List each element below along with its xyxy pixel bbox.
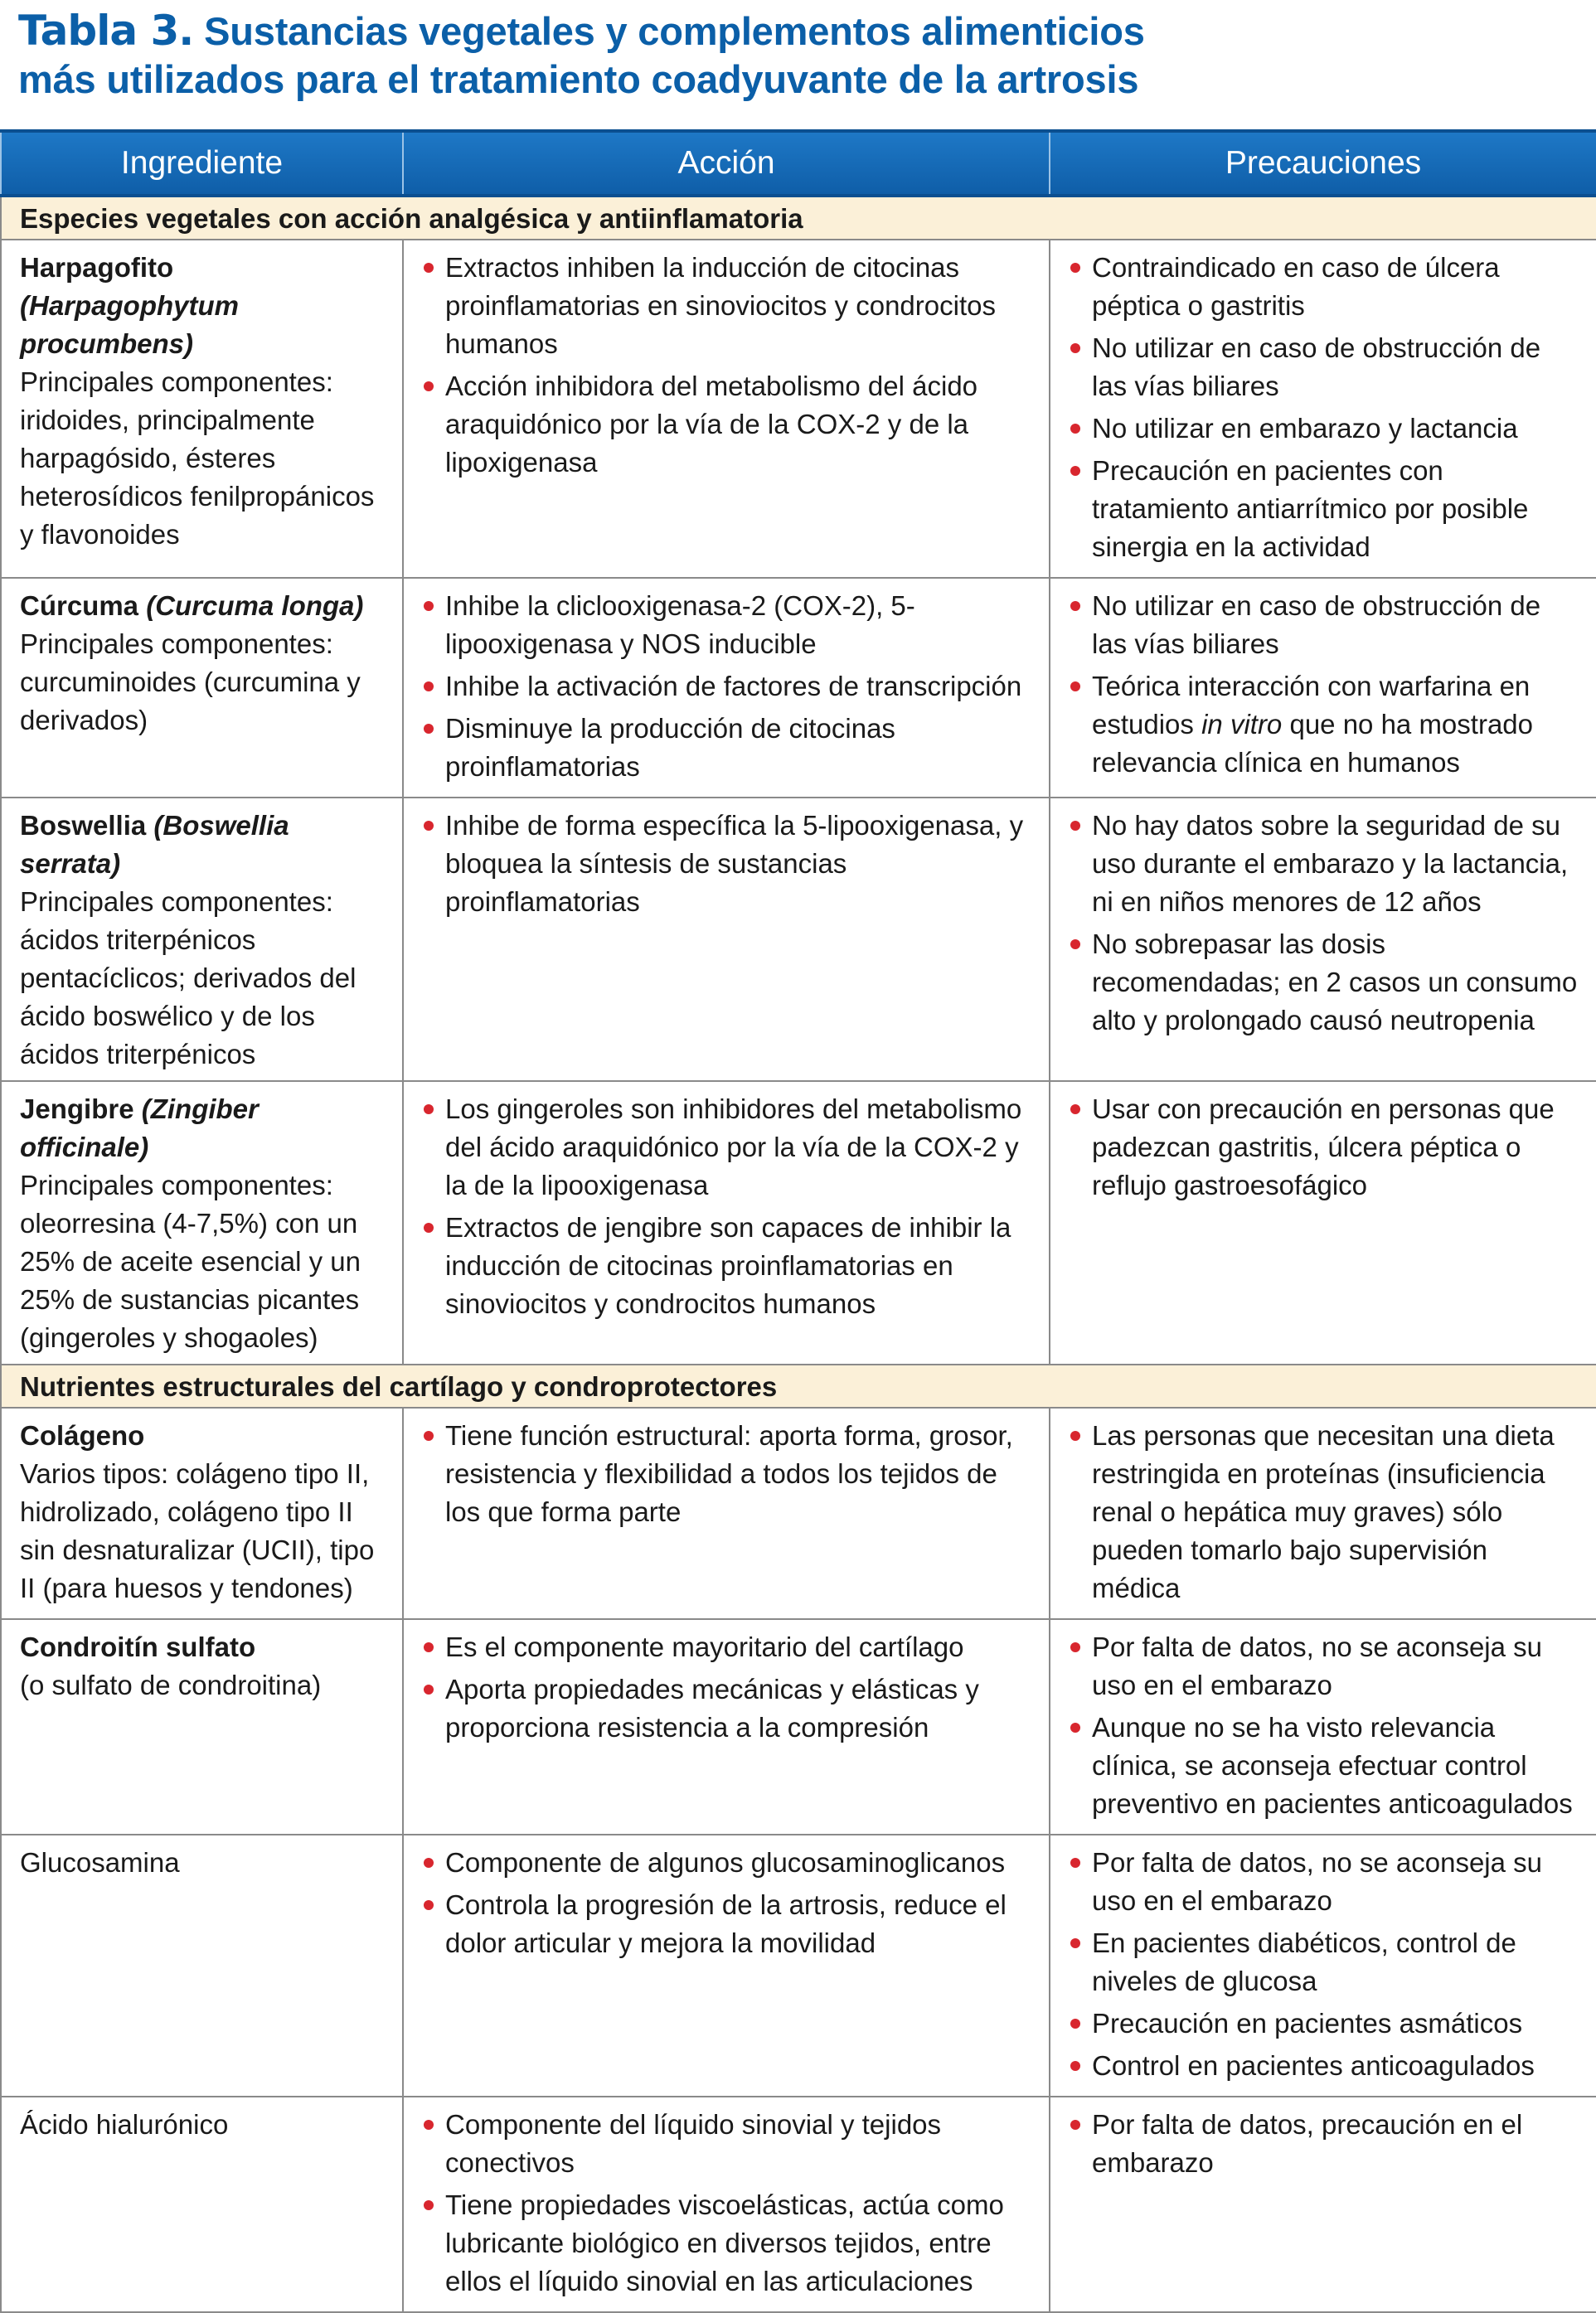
ingredient-description: Varios tipos: colágeno tipo II, hidrolizado, colágeno tipo II sin desnaturalizar (UCII), tipo II (para huesos y tendones) (20, 1458, 375, 1603)
precaution-item: Por falta de datos, no se aconseja su uso en el embarazo (1069, 1628, 1579, 1704)
ingredient-description: Principales componentes: oleorresina (4-7,5%) con un 25% de aceite esencial y un 25% de sustancias picantes (gingeroles y shogaoles) (20, 1170, 361, 1353)
ingredient-description: Principales componentes: iridoides, principalmente harpagósido, ésteres heterosídicos fenilpropánicos y flavonoides (20, 366, 375, 550)
action-item: Extractos de jengibre son capaces de inhibir la inducción de citocinas proinflamatorias en sinoviocitos y condrocitos humanos (422, 1209, 1032, 1323)
action-cell (403, 1081, 1050, 1365)
precaution-item: Contraindicado en caso de úlcera péptica o gastritis (1069, 249, 1579, 325)
action-item: Los gingeroles son inhibidores del metabolismo del ácido araquidónico por la vía de la COX-2 y la de la lipooxigenasa (422, 1090, 1032, 1205)
precaution-cell (1050, 240, 1596, 578)
ingredient-latin-name: (Zingiber officinale) (20, 1093, 259, 1162)
precaution-item: No utilizar en caso de obstrucción de las vías biliares (1069, 329, 1579, 405)
ingredient-name: Glucosamina (20, 1847, 180, 1878)
ingredient-name: Condroitín sulfato (20, 1632, 256, 1662)
ingredient-cell (1, 1408, 403, 1619)
table-row (1, 2097, 1596, 2312)
precaution-item: No utilizar en embarazo y lactancia (1069, 410, 1579, 448)
table-title-line-1: Tabla 3. Sustancias vegetales y complementos alimenticios (18, 7, 1145, 55)
table-header-row (1, 131, 1596, 196)
action-item: Inhibe de forma específica la 5-lipooxigenasa, y bloquea la síntesis de sustancias proinflamatorias (422, 807, 1032, 921)
ingredient-name: Boswellia (Boswellia serrata) (20, 810, 289, 879)
supplements-table (0, 129, 1596, 2313)
header-ingrediente: Ingrediente (1, 131, 403, 196)
table-number: Tabla 3. (18, 7, 194, 55)
precaution-item: Por falta de datos, precaución en el embarazo (1069, 2106, 1579, 2182)
ingredient-latin-name: (Boswellia serrata) (20, 810, 289, 879)
precaution-item: Por falta de datos, no se aconseja su uso en el embarazo (1069, 1844, 1579, 1920)
action-item: Tiene propiedades viscoelásticas, actúa como lubricante biológico en diversos tejidos, entre ellos el líquido sinovial en las articulaciones (422, 2186, 1032, 2301)
ingredient-latin-name: (Curcuma longa) (146, 590, 364, 621)
action-item: Componente de algunos glucosaminoglicanos (422, 1844, 1032, 1882)
precaution-cell (1050, 1408, 1596, 1619)
action-cell (403, 1408, 1050, 1619)
ingredient-cell (1, 1835, 403, 2097)
ingredient-name: Harpagofito (Harpagophytum procumbens) (20, 252, 239, 359)
precaution-cell (1050, 2097, 1596, 2312)
precaution-cell (1050, 1835, 1596, 2097)
table-row (1, 1081, 1596, 1365)
action-item: Componente del líquido sinovial y tejidos conectivos (422, 2106, 1032, 2182)
action-item: Extractos inhiben la inducción de citocinas proinflamatorias en sinoviocitos y condrocitos humanos (422, 249, 1032, 363)
table-row (1, 798, 1596, 1081)
precaution-cell (1050, 798, 1596, 1081)
section-title: Especies vegetales con acción analgésica y antiinflamatoria (1, 196, 1596, 240)
action-item: Aporta propiedades mecánicas y elásticas y proporciona resistencia a la compresión (422, 1670, 1032, 1747)
table-title (18, 7, 1585, 104)
action-item: Acción inhibidora del metabolismo del ácido araquidónico por la vía de la COX-2 y de la lipoxigenasa (422, 367, 1032, 482)
action-cell (403, 1619, 1050, 1835)
precaution-item: No sobrepasar las dosis recomendadas; en 2 casos un consumo alto y prolongado causó neutropenia (1069, 925, 1579, 1040)
table-row (1, 1835, 1596, 2097)
precaution-cell (1050, 578, 1596, 798)
precaution-item: No utilizar en caso de obstrucción de las vías biliares (1069, 587, 1579, 663)
action-cell (403, 578, 1050, 798)
table-row (1, 578, 1596, 798)
header-accion: Acción (403, 131, 1050, 196)
ingredient-name: Cúrcuma (Curcuma longa) (20, 590, 364, 621)
section-title: Nutrientes estructurales del cartílago y condroprotectores (1, 1365, 1596, 1408)
action-item: Controla la progresión de la artrosis, reduce el dolor articular y mejora la movilidad (422, 1886, 1032, 1962)
action-item: Tiene función estructural: aporta forma, grosor, resistencia y flexibilidad a todos los tejidos de los que forma parte (422, 1417, 1032, 1531)
ingredient-cell (1, 240, 403, 578)
action-cell (403, 240, 1050, 578)
ingredient-cell (1, 578, 403, 798)
action-item: Disminuye la producción de citocinas proinflamatorias (422, 710, 1032, 786)
precaution-item: Las personas que necesitan una dieta restringida en proteínas (insuficiencia renal o hepática muy graves) sólo pueden tomarlo bajo supervisión médica (1069, 1417, 1579, 1607)
ingredient-name: Ácido hialurónico (20, 2109, 229, 2140)
ingredient-cell (1, 1619, 403, 1835)
action-item: Es el componente mayoritario del cartílago (422, 1628, 1032, 1666)
precaution-cell (1050, 1081, 1596, 1365)
table-row (1, 1408, 1596, 1619)
precaution-cell (1050, 1619, 1596, 1835)
action-item: Inhibe la activación de factores de transcripción (422, 667, 1032, 706)
precaution-item: No hay datos sobre la seguridad de su uso durante el embarazo y la lactancia, ni en niños menores de 12 años (1069, 807, 1579, 921)
precaution-item: En pacientes diabéticos, control de niveles de glucosa (1069, 1924, 1579, 2000)
action-cell (403, 2097, 1050, 2312)
ingredient-latin-name: (Harpagophytum procumbens) (20, 290, 239, 359)
table-title-line-2: más utilizados para el tratamiento coadyuvante de la artrosis (18, 57, 1139, 101)
ingredient-description: (o sulfato de condroitina) (20, 1670, 322, 1700)
section-row-vegetales (1, 196, 1596, 240)
action-cell (403, 798, 1050, 1081)
ingredient-cell (1, 2097, 403, 2312)
table-row (1, 1619, 1596, 1835)
action-item: Inhibe la cliclooxigenasa-2 (COX-2), 5-lipooxigenasa y NOS inducible (422, 587, 1032, 663)
ingredient-name: Colágeno (20, 1420, 145, 1451)
precaution-item: Precaución en pacientes asmáticos (1069, 2005, 1579, 2043)
header-precauciones: Precauciones (1050, 131, 1596, 196)
action-cell (403, 1835, 1050, 2097)
precaution-item: Control en pacientes anticoagulados (1069, 2047, 1579, 2085)
ingredient-description: Principales componentes: ácidos triterpénicos pentacíclicos; derivados del ácido boswélico y de los ácidos triterpénicos (20, 886, 357, 1069)
precaution-item: Teórica interacción con warfarina en estudios in vitro que no ha mostrado relevancia clínica en humanos (1069, 667, 1579, 782)
precaution-item: Usar con precaución en personas que padezcan gastritis, úlcera péptica o reflujo gastroesofágico (1069, 1090, 1579, 1205)
ingredient-description: Principales componentes: curcuminoides (curcumina y derivados) (20, 628, 361, 735)
precaution-item: Aunque no se ha visto relevancia clínica, se aconseja efectuar control preventivo en pacientes anticoagulados (1069, 1709, 1579, 1823)
section-row-nutrientes (1, 1365, 1596, 1408)
ingredient-cell (1, 798, 403, 1081)
ingredient-name: Jengibre (Zingiber officinale) (20, 1093, 259, 1162)
ingredient-cell (1, 1081, 403, 1365)
table-row (1, 240, 1596, 578)
precaution-item: Precaución en pacientes con tratamiento antiarrítmico por posible sinergia en la actividad (1069, 452, 1579, 566)
